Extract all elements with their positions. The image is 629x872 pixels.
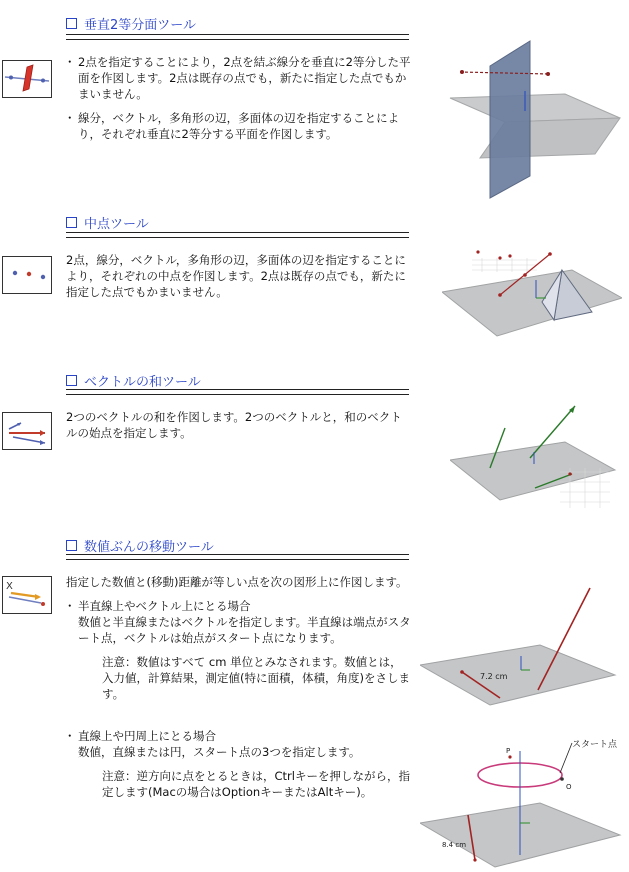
case-text: 数値と半直線またはベクトルを指定します。半直線は端点がスタート点，ベクトルは始点がスタート点になります。: [78, 615, 411, 645]
section-title: [66, 536, 214, 555]
double-rule: [66, 554, 409, 560]
case-text: 数値，直線または円，スタート点の3つを指定します。: [78, 745, 361, 759]
translate-by-value-icon[interactable]: [2, 576, 52, 614]
section-title-text: ベクトルの和ツール: [84, 375, 201, 390]
vector-sum-illustration: [450, 400, 620, 515]
section-title-text: 中点ツール: [84, 217, 149, 232]
double-rule: [66, 389, 409, 395]
ray-translate-illustration: [420, 580, 620, 715]
bullet-text: ・ 線分，ベクトル，多角形の辺，多面体の辺を指定することにより，それぞれ垂直に2等分する平面を作図します。: [66, 110, 411, 142]
circle-translate-illustration: [420, 735, 626, 870]
section-body: [66, 574, 411, 800]
section-title-text: 数値ぶんの移動ツール: [84, 540, 214, 555]
checkbox-square-icon: [66, 217, 77, 228]
bullet-text: ・ 2点を指定することにより，2点を結ぶ線分を垂直に2等分した平面を作図します。2点は既存の点でも，新たに指定した点でもかまいません。: [66, 54, 411, 102]
vector-sum-icon[interactable]: [2, 412, 52, 450]
double-rule: [66, 34, 409, 40]
measure-label: 8.4 cm: [442, 841, 467, 849]
midpoint-icon[interactable]: [2, 256, 52, 294]
note-text: 注意：逆方向に点をとるときは，Ctrlキーを押しながら，指定します(Macの場合はOptionキーまたはAltキー)。: [102, 769, 410, 799]
perpendicular-bisector-plane-icon[interactable]: [2, 60, 52, 98]
section-title-text: 垂直2等分面ツール: [84, 18, 197, 33]
section-title: [66, 14, 196, 33]
icon-letter: X: [6, 581, 13, 592]
checkbox-square-icon: [66, 375, 77, 386]
measure-label: 7.2 cm: [480, 672, 508, 681]
bullet-title: ・ 半直線上やベクトル上にとる場合: [66, 598, 411, 614]
bisector-plane-illustration: [445, 36, 625, 201]
point-label: P: [506, 747, 511, 755]
bullet-title: ・ 直線上や円周上にとる場合: [66, 728, 411, 744]
double-rule: [66, 232, 409, 238]
section-title: [66, 371, 201, 390]
point-label: O: [566, 783, 572, 791]
section-paragraph: 2点，線分，ベクトル，多角形の辺，多面体の辺を指定することにより，それぞれの中点を作図します。2点は既存の点でも，新たに指定した点でもかまいません。: [66, 253, 406, 299]
checkbox-square-icon: [66, 18, 77, 29]
section-title: [66, 213, 149, 232]
section-intro: 指定した数値と(移動)距離が等しい点を次の図形上に作図します。: [66, 575, 408, 589]
checkbox-square-icon: [66, 540, 77, 551]
section-body: [66, 409, 411, 441]
section-body: [66, 252, 411, 300]
section-body: [66, 54, 411, 150]
section-paragraph: 2つのベクトルの和を作図します。2つのベクトルと，和のベクトルの始点を指定します。: [66, 410, 402, 440]
midpoint-illustration: [442, 240, 622, 350]
start-point-label: スタート点: [572, 740, 618, 750]
note-text: 注意：数値はすべて cm 単位とみなされます。数値とは，入力値，計算結果，測定値(特に面積，体積，角度)をさします。: [102, 655, 410, 701]
